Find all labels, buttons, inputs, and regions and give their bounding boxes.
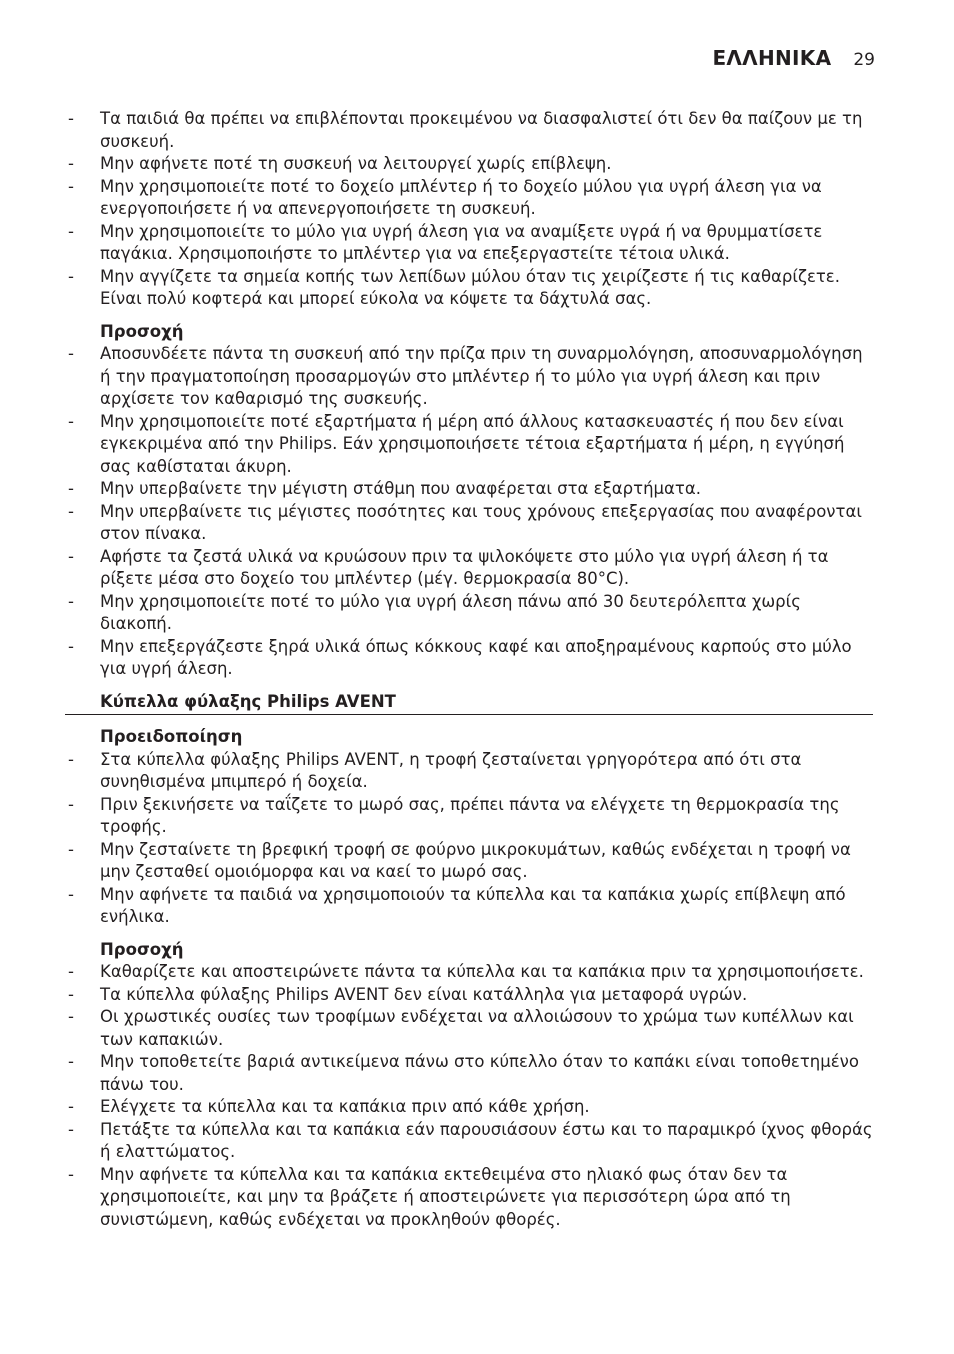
warning-list	[65, 749, 873, 929]
list-item: - Μην αφήνετε τα κύπελλα και τα καπάκια εκτεθειμένα στο ηλιακό φως όταν δεν τα χρησιμοποιείτε, και μην τα βράζετε ή αποστειρώνετε για περισσότερη ώρα από τη συνιστώμενη, καθώς ενδέχεται να προκληθούν φθορές.	[65, 1164, 873, 1232]
list-item: - Στα κύπελλα φύλαξης Philips AVENT, η τροφή ζεσταίνεται γρηγορότερα από ότι στα συνηθισμένα μπιμπερό ή δοχεία.	[65, 749, 873, 794]
list-item: - Τα παιδιά θα πρέπει να επιβλέπονται προκειμένου να διασφαλιστεί ότι δεν θα παίζουν με τη συσκευή.	[65, 108, 873, 153]
list-item: - Τα κύπελλα φύλαξης Philips AVENT δεν είναι κατάλληλα για μεταφορά υγρών.	[65, 984, 873, 1007]
list-item: - Μην ζεσταίνετε τη βρεφική τροφή σε φούρνο μικροκυμάτων, καθώς ενδέχεται η τροφή να μην ζεσταθεί ομοιόμορφα και να καεί το μωρό σας.	[65, 839, 873, 884]
section-title: Κύπελλα φύλαξης Philips AVENT	[65, 691, 873, 716]
warning-heading: Προειδοποίηση	[100, 727, 243, 746]
caution-list	[65, 961, 873, 1231]
list-item: - Μην αφήνετε τα παιδιά να χρησιμοποιούν τα κύπελλα και τα καπάκια χωρίς επίβλεψη από ενήλικα.	[65, 884, 873, 929]
list-item: - Μην τοποθετείτε βαριά αντικείμενα πάνω στο κύπελλο όταν το καπάκι είναι τοποθετημένο πάνω του.	[65, 1051, 873, 1096]
page-number: 29	[853, 50, 875, 70]
list-item: - Μην υπερβαίνετε τις μέγιστες ποσότητες και τους χρόνους επεξεργασίας που αναφέρονται στον πίνακα.	[65, 501, 873, 546]
list-item: - Μην χρησιμοποιείτε ποτέ το δοχείο μπλέντερ ή το δοχείο μύλου για υγρή άλεση για να ενεργοποιήσετε ή να απενεργοποιήσετε τη συσκευή.	[65, 176, 873, 221]
list-item: - Πετάξτε τα κύπελλα και τα καπάκια εάν παρουσιάσουν έστω και το παραμικρό ίχνος φθοράς ή ελαττώματος.	[65, 1119, 873, 1164]
list-item: - Μην χρησιμοποιείτε ποτέ εξαρτήματα ή μέρη από άλλους κατασκευαστές ή που δεν είναι εγκεκριμένα από την Philips. Εάν χρησιμοποιήσετε τέτοια εξαρτήματα ή μέρη, η εγγύησή σας καθίσταται άκυρη.	[65, 411, 873, 479]
list-item: - Μην αφήνετε ποτέ τη συσκευή να λειτουργεί χωρίς επίβλεψη.	[65, 153, 873, 176]
list-item: - Μην χρησιμοποιείτε το μύλο για υγρή άλεση για να αναμίξετε υγρά ή να θρυμματίσετε παγάκια. Χρησιμοποιήστε το μπλέντερ για να επεξεργαστείτε τέτοια υλικά.	[65, 221, 873, 266]
caution-list	[65, 343, 873, 681]
list-item: - Αποσυνδέετε πάντα τη συσκευή από την πρίζα πριν τη συναρμολόγηση, αποσυναρμολόγηση ή την πραγματοποίηση προσαρμογών στο μπλέντερ ή το μύλο για υγρή άλεση και πριν αρχίσετε τον καθαρισμό της συσκευής.	[65, 343, 873, 411]
list-item: - Μην χρησιμοποιείτε ποτέ το μύλο για υγρή άλεση πάνω από 30 δευτερόλεπτα χωρίς διακοπή.	[65, 591, 873, 636]
page-header	[712, 46, 875, 70]
language-label: ΕΛΛΗΝΙΚΑ	[712, 46, 832, 70]
safety-list-top	[65, 108, 873, 311]
list-item: - Πριν ξεκινήσετε να ταΐζετε το μωρό σας, πρέπει πάντα να ελέγχετε τη θερμοκρασία της τροφής.	[65, 794, 873, 839]
list-item: - Μην υπερβαίνετε την μέγιστη στάθμη που αναφέρεται στα εξαρτήματα.	[65, 478, 873, 501]
page-content	[65, 108, 873, 1231]
list-item: - Μην επεξεργάζεστε ξηρά υλικά όπως κόκκους καφέ και αποξηραμένους καρπούς στο μύλο για υγρή άλεση.	[65, 636, 873, 681]
list-item: - Μην αγγίζετε τα σημεία κοπής των λεπίδων μύλου όταν τις χειρίζεστε ή τις καθαρίζετε. Είναι πολύ κοφτερά και μπορεί εύκολα να κόψετε τα δάχτυλά σας.	[65, 266, 873, 311]
list-item: - Καθαρίζετε και αποστειρώνετε πάντα τα κύπελλα και τα καπάκια πριν τα χρησιμοποιήσετε.	[65, 961, 873, 984]
list-item: - Οι χρωστικές ουσίες των τροφίμων ενδέχεται να αλλοιώσουν το χρώμα των κυπέλλων και των καπακιών.	[65, 1006, 873, 1051]
list-item: - Αφήστε τα ζεστά υλικά να κρυώσουν πριν τα ψιλοκόψετε στο μύλο για υγρή άλεση ή τα ρίξετε μέσα στο δοχείο του μπλέντερ (μέγ. θερμοκρασία 80°C).	[65, 546, 873, 591]
caution-heading: Προσοχή	[100, 939, 184, 959]
list-item: - Ελέγχετε τα κύπελλα και τα καπάκια πριν από κάθε χρήση.	[65, 1096, 873, 1119]
caution-heading: Προσοχή	[100, 321, 184, 341]
